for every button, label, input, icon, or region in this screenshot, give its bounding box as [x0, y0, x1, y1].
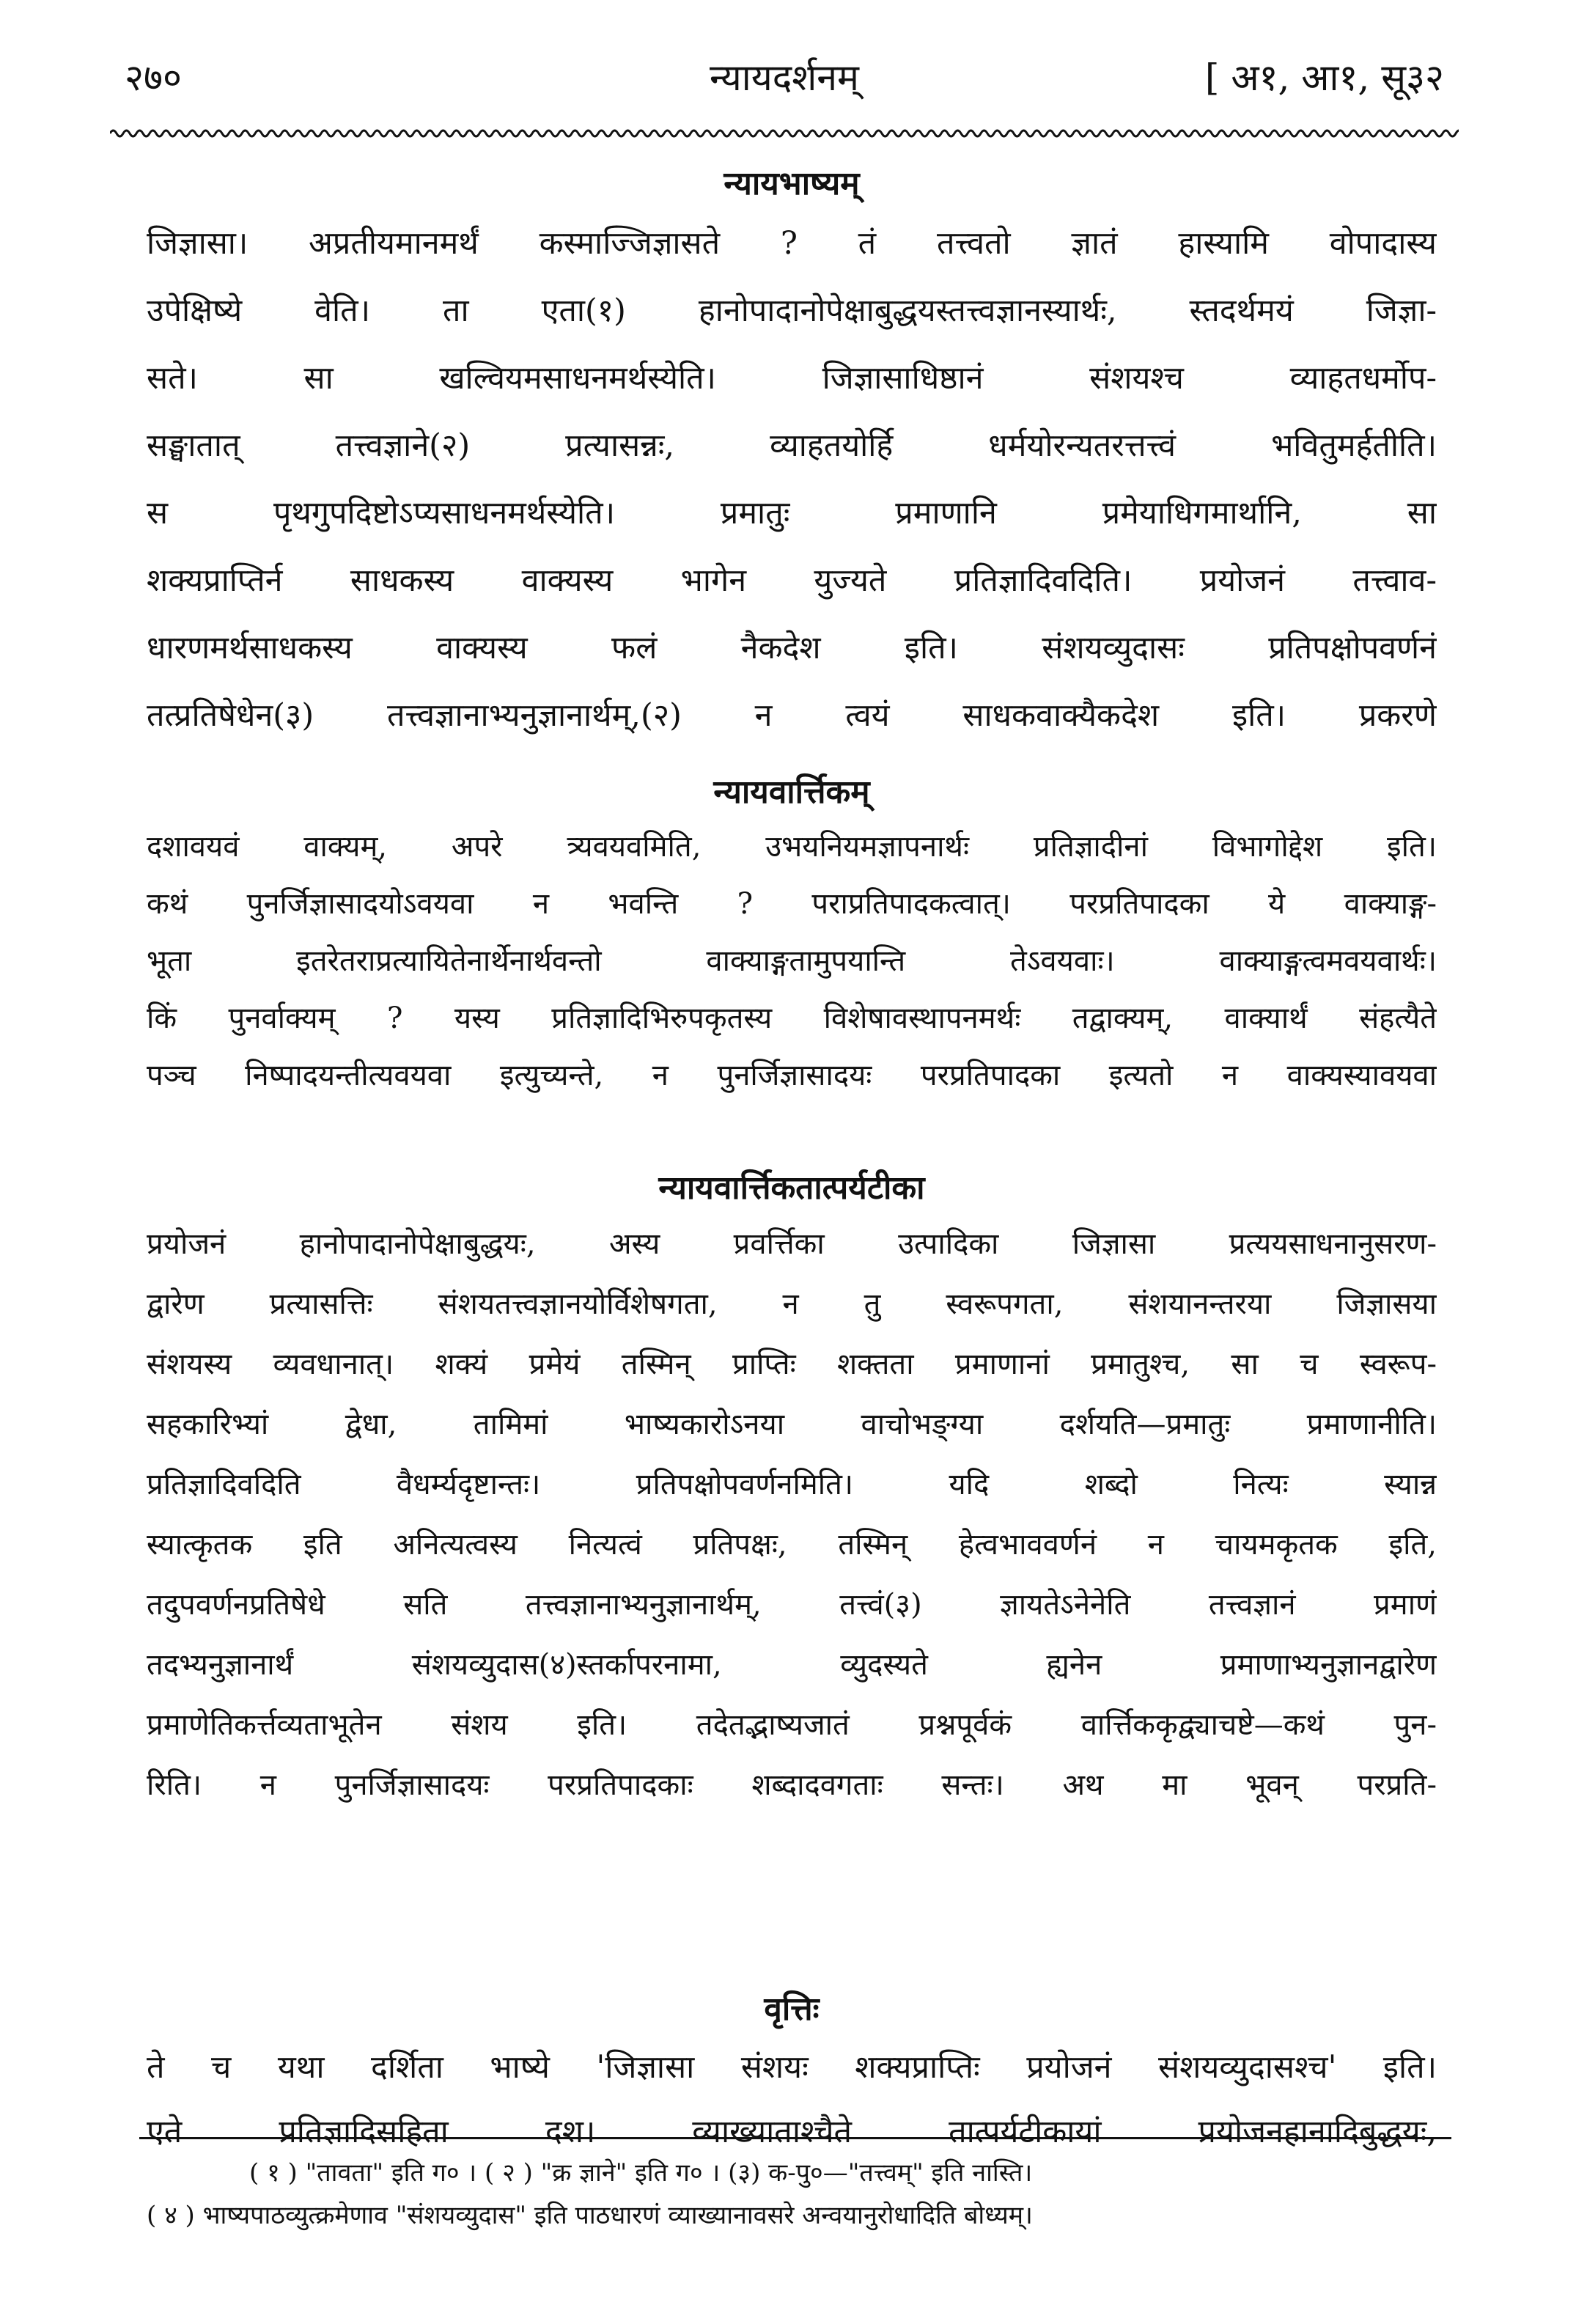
text-line: जिज्ञासा। अप्रतीयमानमर्थं कस्माज्जिज्ञासते ? तं तत्त्वतो ज्ञातं हास्यामि वोपादास्य [147, 224, 1437, 262]
text-line: ते च यथा दर्शिता भाष्ये 'जिज्ञासा संशयः शक्यप्राप्तिः प्रयोजनं संशयव्युदासश्च' इति। [147, 2048, 1437, 2086]
text-line: सहकारिभ्यां द्वेधा, तामिमां भाष्यकारोऽनया वाचोभङ्ग्या दर्शयति—प्रमातुः प्रमाणानीति। [147, 1407, 1437, 1441]
text-line: सते। सा खल्वियमसाधनमर्थस्येति। जिज्ञासाधिष्ठानं संशयश्च व्याहतधर्मोप- [147, 359, 1437, 397]
running-title: न्यायदर्शनम् [710, 56, 859, 99]
running-header [125, 44, 1444, 110]
text-line: प्रमाणेतिकर्त्तव्यताभूतेन संशय इति। तदेतद्भाष्यजातं प्रश्नपूर्वकं वार्त्तिककृद्व्याचष्टे—कथं पुन- [147, 1707, 1437, 1742]
header-wavy-rule [110, 125, 1459, 142]
footnote-rule [139, 2137, 1451, 2139]
text-line: द्वारेण प्रत्यासत्तिः संशयतत्त्वज्ञानयोर्विशेषगता, न तु स्वरूपगता, संशयानन्तरया जिज्ञासया [147, 1287, 1437, 1321]
text-line: सङ्घातात् तत्त्वज्ञाने(२) प्रत्यासन्नः, व्याहतयोर्हि धर्मयोरन्यतरत्तत्त्वं भवितुमर्हतीति। [147, 427, 1437, 464]
section-title: न्यायवार्त्तिकम् [713, 773, 870, 811]
text-line: शक्यप्राप्तिर्न साधकस्य वाक्यस्य भागेन युज्यते प्रतिज्ञादिवदिति। प्रयोजनं तत्त्वाव- [147, 562, 1437, 599]
section-title: न्यायवार्त्तिकतात्पर्यटीका [658, 1169, 925, 1207]
text-line: प्रतिज्ञादिवदिति वैधर्म्यदृष्टान्तः। प्रतिपक्षोपवर्णनमिति। यदि शब्दो नित्यः स्यान्न [147, 1467, 1437, 1501]
text-line: कथं पुनर्जिज्ञासादयोऽवयवा न भवन्ति ? पराप्रतिपादकत्वात्। परप्रतिपादका ये वाक्याङ्ग- [147, 886, 1437, 921]
section-title: न्यायभाष्यम् [723, 165, 860, 202]
text-line: भूता इतरेतराप्रत्यायितेनार्थेनार्थवन्तो वाक्याङ्गतामुपयान्ति तेऽवयवाः। वाक्याङ्गत्वमवयवार्थः। [147, 944, 1437, 978]
section-nyaya-bhashya [147, 165, 1437, 749]
text-line: दशावयवं वाक्यम्, अपरे त्र्यवयवमिति, उभयनियमज्ञापनार्थः प्रतिज्ञादीनां विभागोद्देश इति। [147, 829, 1437, 864]
text-line: प्रयोजनं हानोपादानोपेक्षाबुद्धयः, अस्य प्रवर्त्तिका उत्पादिका जिज्ञासा प्रत्ययसाधनानुसरण- [147, 1227, 1437, 1261]
text-line: स्यात्कृतक इति अनित्यत्वस्य नित्यत्वं प्रतिपक्षः, तस्मिन् हेत्वभाववर्णनं न चायमकृतक इति, [147, 1527, 1437, 1562]
section-reference: [ अ१, आ१, सू३२ [1204, 56, 1444, 99]
section-tatparya-tika [147, 1169, 1437, 1815]
text-line: स पृथगुपदिष्टोऽप्यसाधनमर्थस्येति। प्रमातुः प्रमाणानि प्रमेयाधिगमार्थानि, सा [147, 494, 1437, 532]
section-nyaya-varttika [147, 773, 1437, 1104]
footnote: ( १ ) "तावता" इति ग० । ( २ ) "क्र ज्ञाने" इति ग० । (३) क-पु०—"तत्त्वम्" इति नास्ति। [249, 2158, 1033, 2188]
text-line: धारणमर्थसाधकस्य वाक्यस्य फलं नैकदेश इति। संशयव्युदासः प्रतिपक्षोपवर्णनं [147, 629, 1437, 666]
footnote: ( ४ ) भाष्यपाठव्युत्क्रमेणाव "संशयव्युदास" इति पाठधारणं व्याख्यानावसरे अन्वयानुरोधादिति बोध्यम्। [147, 2201, 1033, 2230]
footnotes [147, 2152, 1437, 2237]
text-line: पञ्च निष्पादयन्तीत्यवयवा इत्युच्यन्ते, न पुनर्जिज्ञासादयः परप्रतिपादका इत्यतो न वाक्यस्यावयवा [147, 1058, 1437, 1092]
text-line: एते प्रतिज्ञादिसहिता दश। व्याख्याताश्चैते तात्पर्यटीकायां प्रयोजनहानादिबुद्धयः, [147, 2113, 1437, 2150]
text-line: किं पुनर्वाक्यम् ? यस्य प्रतिज्ञादिभिरुपकृतस्य विशेषावस्थापनमर्थः तद्वाक्यम्, वाक्यार्थं संहत्यैते [147, 1001, 1437, 1035]
text-line: तदुपवर्णनप्रतिषेधे सति तत्त्वज्ञानाभ्यनुज्ञानार्थम्, तत्त्वं(३) ज्ञायतेऽनेनेति तत्त्वज्ञानं प्रमाणं [147, 1587, 1437, 1622]
page-number: २७० [125, 56, 182, 99]
section-title: वृत्तिः [764, 1990, 820, 2028]
text-line: तदभ्यनुज्ञानार्थं संशयव्युदास(४)स्तर्कापरनामा, व्युदस्यते ह्यनेन प्रमाणाभ्यनुज्ञानद्वारेण [147, 1647, 1437, 1682]
text-line: रिति। न पुनर्जिज्ञासादयः परप्रतिपादकाः शब्दादवगताः सन्तः। अथ मा भूवन् परप्रति- [147, 1768, 1437, 1802]
text-line: उपेक्षिष्ये वेति। ता एता(१) हानोपादानोपेक्षाबुद्धयस्तत्त्वज्ञानस्यार्थः, स्तदर्थमयं जिज्ञा- [147, 292, 1437, 329]
text-line: तत्प्रतिषेधेन(३) तत्त्वज्ञानाभ्यनुज्ञानार्थम्,(२) न त्वयं साधकवाक्यैकदेश इति। प्रकरणे [147, 696, 1437, 734]
text-line: संशयस्य व्यवधानात्। शक्यं प्रमेयं तस्मिन् प्राप्तिः शक्तता प्रमाणानां प्रमातुश्च, सा च स्वरूप- [147, 1347, 1437, 1381]
